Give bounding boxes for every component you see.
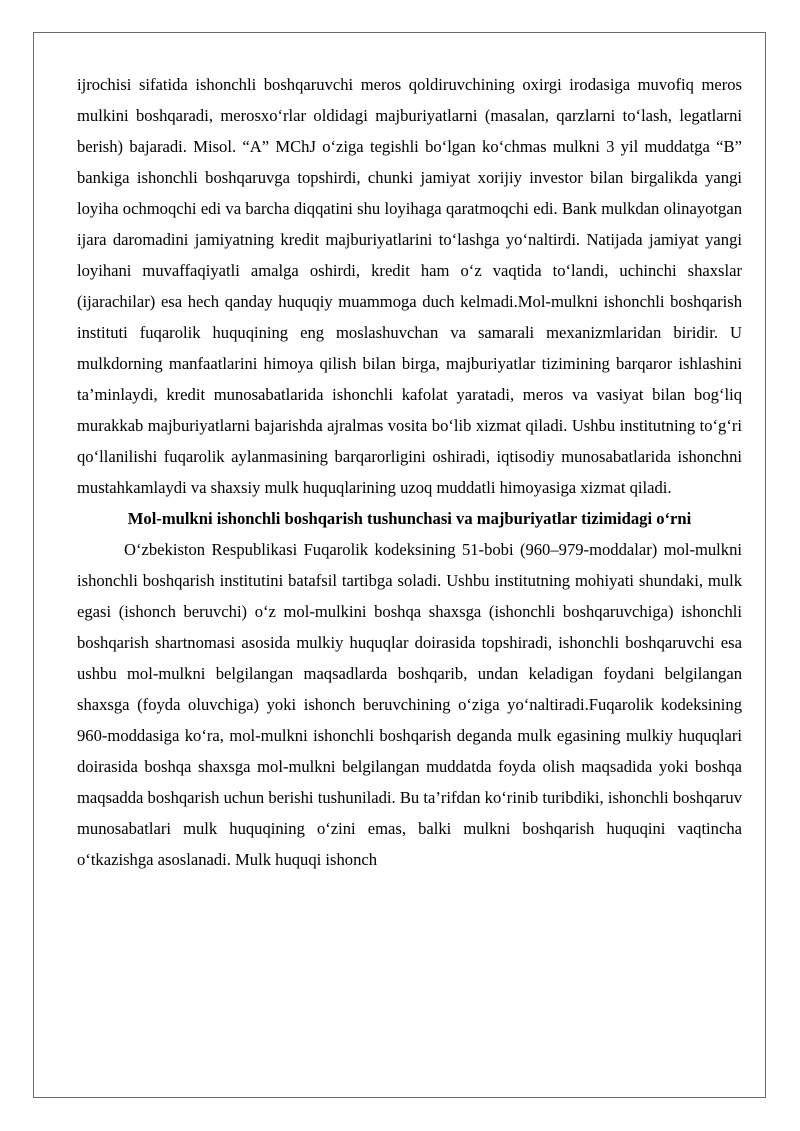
document-body: [77, 69, 742, 875]
paragraph-section-intro: O‘zbekiston Respublikasi Fuqarolik kodeksining 51-bobi (960–979-moddalar) mol-mulkni ishonchli boshqarish institutini batafsil tartibga soladi. Ushbu institutning mohiyati shundaki, mulk egasi (ishonch beruvchi) o‘z mol-mulkini boshqa shaxsga (ishonchli boshqaruvchiga) ishonchli boshqarish shartnomasi asosida mulkiy huquqlar doirasida topshiradi, ishonchli boshqaruvchi esa ushbu mol-mulkni belgilangan maqsadlarda boshqarib, undan keladigan foydani belgilangan shaxsga (foyda oluvchiga) yoki ishonch beruvchining o‘ziga yo‘naltiradi.Fuqarolik kodeksining 960-moddasiga ko‘ra, mol-mulkni ishonchli boshqarish deganda mulk egasining mulkiy huquqlari doirasida boshqa shaxsga mol-mulkni belgilangan muddatda foyda olish maqsadida yoki boshqa maqsadda boshqarish uchun berishi tushuniladi. Bu ta’rifdan ko‘rinib turibdiki, ishonchli boshqaruv munosabatlari mulk huquqining o‘zini emas, balki mulkni boshqarish huquqini vaqtincha o‘tkazishga asoslanadi. Mulk huquqi ishonch: [77, 540, 742, 869]
paragraph-continuation: ijrochisi sifatida ishonchli boshqaruvchi meros qoldiruvchining oxirgi irodasiga muvofiq meros mulkini boshqaradi, merosxo‘rlar oldidagi majburiyatlarni (masalan, qarzlarni to‘lash, legatlarni berish) bajaradi. Misol. “A” MChJ o‘ziga tegishli bo‘lgan ko‘chmas mulkni 3 yil muddatga “B” bankiga ishonchli boshqaruvga topshirdi, chunki jamiyat xorijiy investor bilan birgalikda yangi loyiha ochmoqchi edi va barcha diqqatini shu loyihaga qaratmoqchi edi. Bank mulkdan olinayotgan ijara daromadini jamiyatning kredit majburiyatlarini to‘lashga yo‘naltirdi. Natijada jamiyat yangi loyihani muvaffaqiyatli amalga oshirdi, kredit ham o‘z vaqtida to‘landi, uchinchi shaxslar (ijarachilar) esa hech qanday huquqiy muammoga duch kelmadi.Mol-mulkni ishonchli boshqarish instituti fuqarolik huquqining eng moslashuvchan va samarali mexanizmlaridan biridir. U mulkdorning manfaatlarini himoya qilish bilan birga, majburiyatlar tizimining barqaror ishlashini ta’minlaydi, kredit munosabatlarida ishonchli kafolat yaratadi, meros va vasiyat bilan bog‘liq murakkab majburiyatlarni bajarishda ajralmas vosita bo‘lib xizmat qiladi. Ushbu institutning to‘g‘ri qo‘llanilishi fuqarolik aylanmasining barqarorligini oshiradi, iqtisodiy munosabatlarida ishonchni mustahkamlaydi va shaxsiy mulk huquqlarining uzoq muddatli himoyasiga xizmat qiladi.: [77, 75, 742, 497]
section-heading: Mol-mulkni ishonchli boshqarish tushunchasi va majburiyatlar tizimidagi o‘rni: [127, 509, 692, 528]
